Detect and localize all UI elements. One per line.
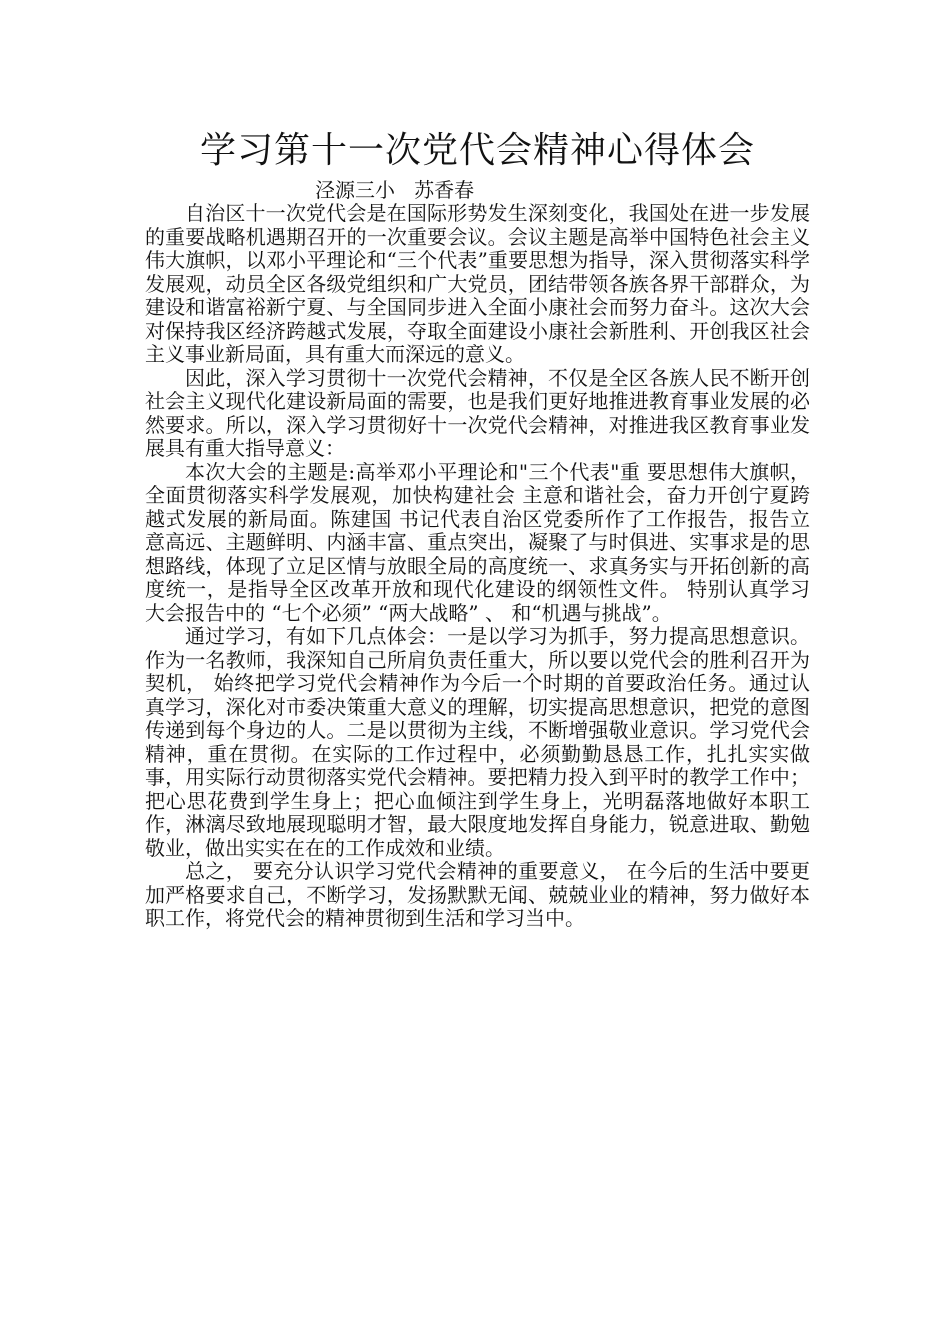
document-title: 学习第十一次党代会精神心得体会 [199,130,755,171]
paragraph-5: 总之， 要充分认识学习党代会精神的重要意义， 在今后的生活中要更加严格要求自己，不断学习，发扬默默无闻、兢兢业业的精神，努力做好本职工作，将党代会的精神贯彻到生活和学习当中。 [145,859,810,930]
paragraph-4: 通过学习，有如下几点体会：一是以学习为抓手，努力提高思想意识。作为一名教师，我深知自己所肩负责任重大，所以要以党代会的胜利召开为契机， 始终把学习党代会精神作为今后一个时期的首要政治任务。通过认真学习，深化对市委决策重大意义的理解，切实提高思想意识，把党的意图传递到每个身边的人。二是以贯彻为主线，不断增强敬业意识。学习党代会精神，重在贯彻。在实际的工作过程中，必须勤勤恳恳工作，扎扎实实做事，用实际行动贯彻落实党代会精神。要把精力投入到平时的教学工作中；把心思花费到学生身上；把心血倾注到学生身上，光明磊落地做好本职工作，淋漓尽致地展现聪明才智，最大限度地发挥自身能力，锐意进取、勤勉敬业，做出实实在在的工作成效和业绩。 [145,624,810,860]
paragraph-2: 因此，深入学习贯彻十一次党代会精神，不仅是全区各族人民不断开创社会主义现代化建设新局面的需要，也是我们更好地推进教育事业发展的必然要求。所以，深入学习贯彻好十一次党代会精神，对推进我区教育事业发展具有重大指导意义： [145,365,810,460]
document-page [145,126,810,931]
paragraph-3: 本次大会的主题是:高举邓小平理论和"三个代表"重 要思想伟大旗帜，全面贯彻落实科学发展观，加快构建社会 主意和谐社会，奋力开创宁夏跨越式发展的新局面。陈建国 书记代表自治区党委所作了工作报告，报告立意高远、主题鲜明、内涵丰富、重点突出，凝聚了与时俱进、实事求是的思想路线，体现了立足区情与放眼全局的高度统一、求真务实与开拓创新的高度统一，是指导全区改革开放和现代化建设的纲领性文件。 特别认真学习大会报告中的 “七个必须” “两大战略” 、 和“机遇与挑战”。 [145,459,810,625]
document-author: 泾源三小 苏香春 [315,178,475,202]
paragraph-1: 自治区十一次党代会是在国际形势发生深刻变化，我国处在进一步发展的重要战略机遇期召开的一次重要会议。会议主题是高举中国特色社会主义伟大旗帜，以邓小平理论和“三个代表”重要思想为指导，深入贯彻落实科学发展观，动员全区各级党组织和广大党员，团结带领各族各界干部群众，为建设和谐富裕新宁夏、与全国同步进入全面小康社会而努力奋斗。这次大会对保持我区经济跨越式发展，夺取全面建设小康社会新胜利、开创我区社会主义事业新局面，具有重大而深远的意义。 [145,201,810,366]
